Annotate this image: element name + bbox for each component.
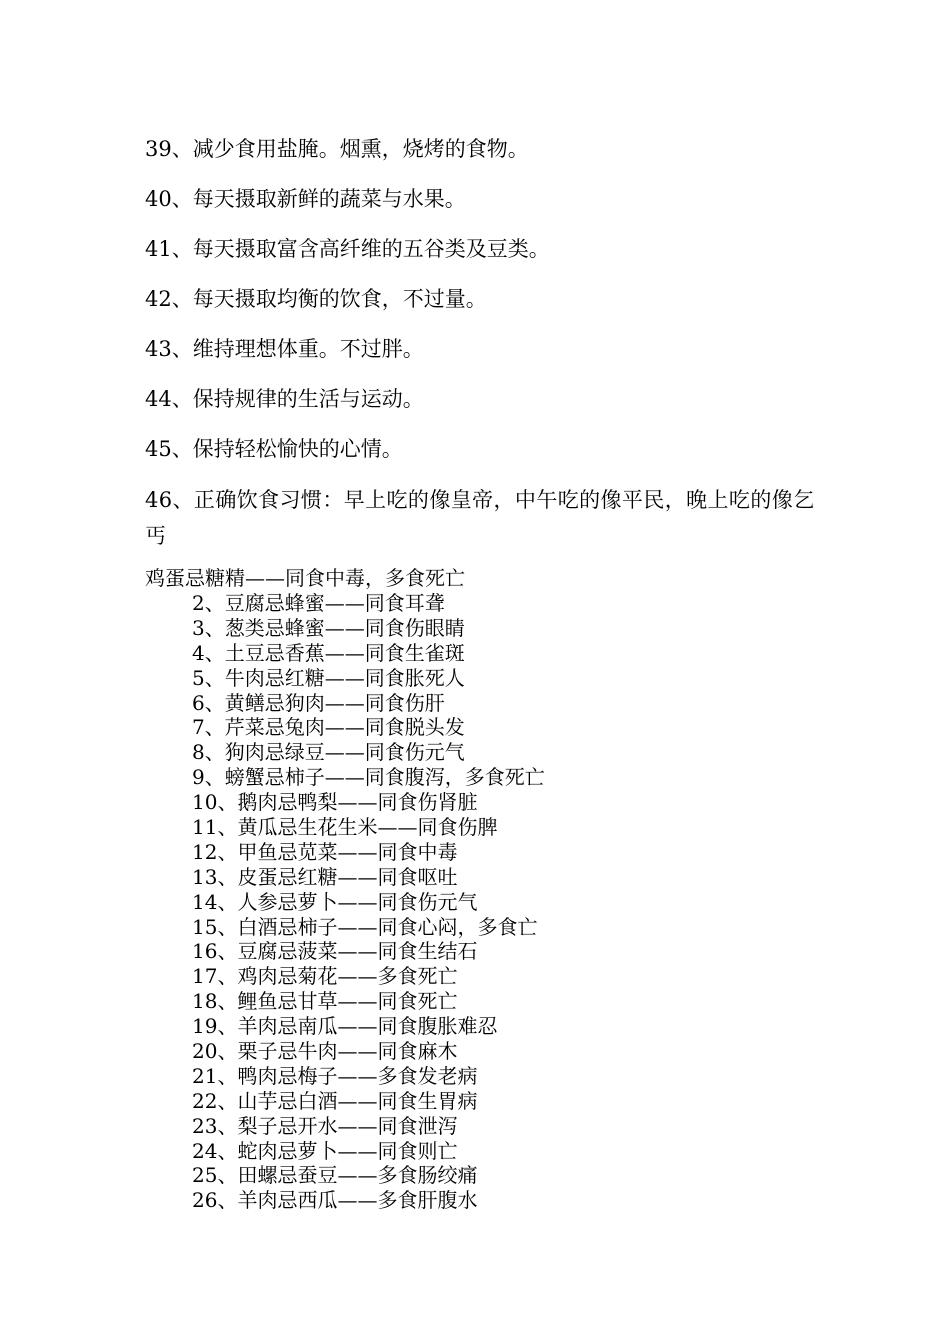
combo-item: 5、牛肉忌红糖——同食胀死人 bbox=[192, 665, 465, 690]
tip-42: 42、每天摄取均衡的饮食，不过量。 bbox=[145, 287, 487, 311]
combo-item: 14、人参忌萝卜——同食伤元气 bbox=[192, 889, 478, 914]
tip-41: 41、每天摄取富含高纤维的五谷类及豆类。 bbox=[145, 237, 550, 261]
combo-item: 17、鸡肉忌菊花——多食死亡 bbox=[192, 964, 458, 989]
combo-item: 19、羊肉忌南瓜——同食腹胀难忍 bbox=[192, 1014, 498, 1039]
combo-item: 26、羊肉忌西瓜——多食肝腹水 bbox=[192, 1188, 478, 1213]
combo-item: 24、蛇肉忌萝卜——同食则亡 bbox=[192, 1138, 458, 1163]
combo-item: 6、黄鳝忌狗肉——同食伤肝 bbox=[192, 690, 445, 715]
combo-item: 21、鸭肉忌梅子——多食发老病 bbox=[192, 1063, 478, 1088]
combo-item: 22、山芋忌白酒——同食生胃病 bbox=[192, 1088, 478, 1113]
combo-item: 8、狗肉忌绿豆——同食伤元气 bbox=[192, 740, 465, 765]
combo-item: 15、白酒忌柿子——同食心闷，多食亡 bbox=[192, 914, 538, 939]
combo-item: 9、螃蟹忌柿子——同食腹泻，多食死亡 bbox=[192, 765, 545, 790]
combo-item: 16、豆腐忌菠菜——同食生结石 bbox=[192, 939, 478, 964]
combo-item: 12、甲鱼忌苋菜——同食中毒 bbox=[192, 839, 458, 864]
combo-item: 10、鹅肉忌鸭梨——同食伤肾脏 bbox=[192, 790, 478, 815]
combo-item: 2、豆腐忌蜂蜜——同食耳聋 bbox=[192, 591, 445, 615]
combo-item: 7、芹菜忌兔肉——同食脱头发 bbox=[192, 715, 465, 740]
combo-item: 4、土豆忌香蕉——同食生雀斑 bbox=[192, 640, 465, 665]
tip-44: 44、保持规律的生活与运动。 bbox=[145, 387, 424, 411]
tip-45: 45、保持轻松愉快的心情。 bbox=[145, 437, 403, 461]
combo-item: 鸡蛋忌糖精——同食中毒，多食死亡 bbox=[145, 566, 465, 590]
combo-item: 25、田螺忌蚕豆——多食肠绞痛 bbox=[192, 1163, 478, 1188]
combo-item: 18、鲤鱼忌甘草——同食死亡 bbox=[192, 989, 458, 1014]
tip-39: 39、减少食用盐腌。烟熏，烧烤的食物。 bbox=[145, 137, 529, 161]
combo-item: 20、栗子忌牛肉——同食麻木 bbox=[192, 1039, 458, 1064]
food-combination-list bbox=[145, 566, 825, 1213]
combo-item: 23、梨子忌开水——同食泄泻 bbox=[192, 1113, 458, 1138]
health-tips-list bbox=[145, 132, 825, 554]
combo-item: 3、葱类忌蜂蜜——同食伤眼睛 bbox=[192, 615, 465, 640]
tip-46: 46、正确饮食习惯：早上吃的像皇帝，中午吃的像平民，晚上吃的像乞丐 bbox=[145, 488, 815, 548]
tip-40: 40、每天摄取新鲜的蔬菜与水果。 bbox=[145, 187, 466, 211]
tip-43: 43、维持理想体重。不过胖。 bbox=[145, 337, 424, 361]
combo-item: 13、皮蛋忌红糖——同食呕吐 bbox=[192, 864, 458, 889]
combo-item: 11、黄瓜忌生花生米——同食伤脾 bbox=[192, 815, 498, 840]
